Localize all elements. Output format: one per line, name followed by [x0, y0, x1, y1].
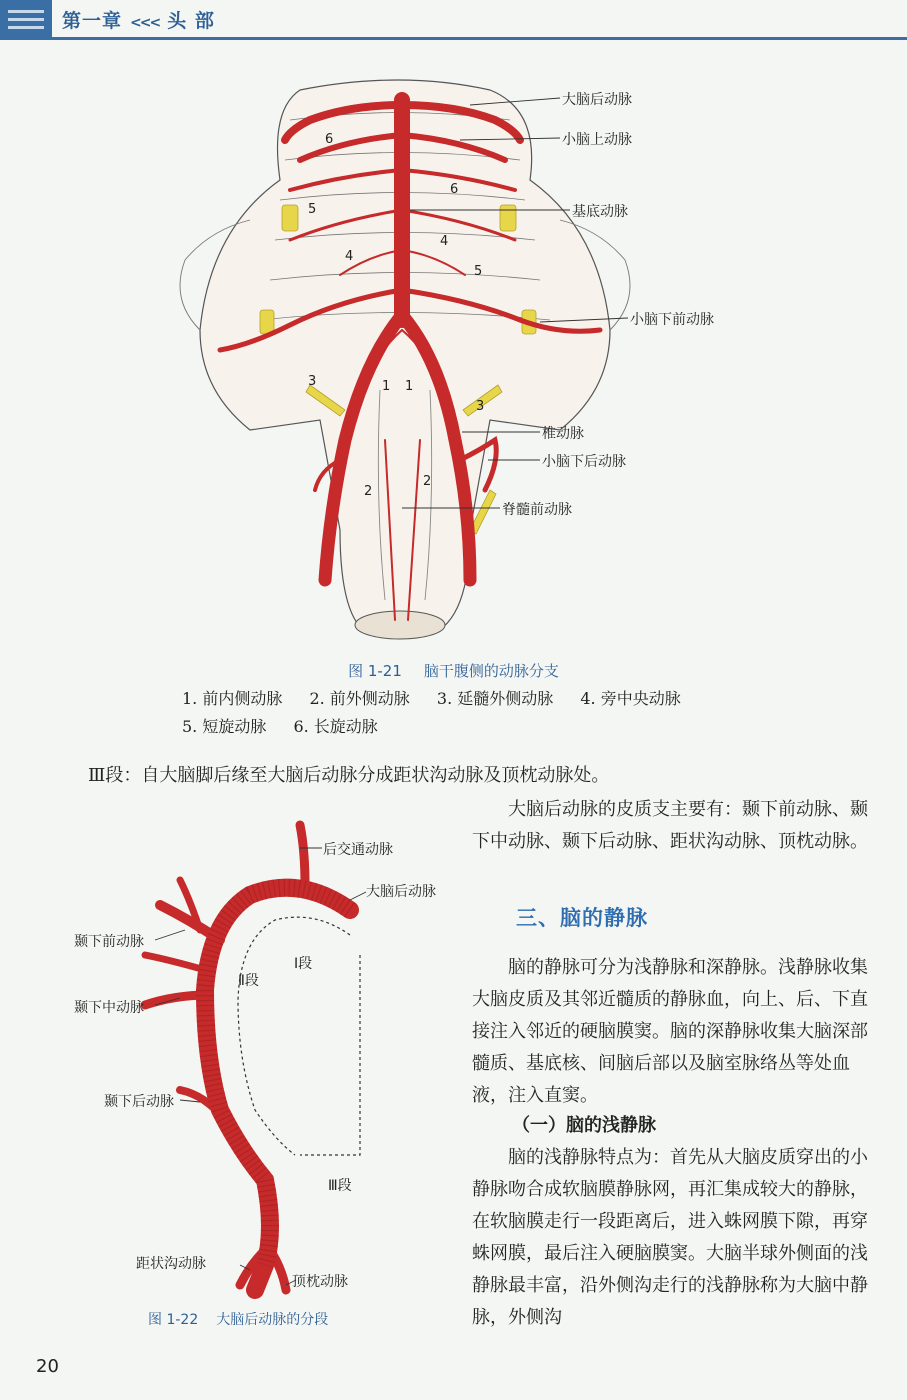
figure-pca-segments [60, 810, 470, 1315]
region-number: 4 [440, 234, 449, 249]
pca-arteries [145, 825, 350, 1290]
figure2-leader-lines [155, 848, 366, 1285]
label-vertebral: 椎动脉 [542, 426, 584, 442]
label-aica: 小脑下前动脉 [630, 312, 714, 328]
label-pcomm: 后交通动脉 [323, 842, 393, 858]
region-number: 2 [423, 474, 432, 489]
label-post-temporal: 颞下后动脉 [104, 1094, 174, 1110]
region-number: 1 [405, 379, 414, 394]
subsection-heading: （一）脑的浅静脉 [512, 1115, 656, 1136]
region-number: 6 [450, 182, 459, 197]
paragraph-cortical-branches: 大脑后动脉的皮质支主要有：颞下前动脉、颞下中动脉、颞下后动脉、距状沟动脉、顶枕动脉。 [472, 799, 868, 852]
label-parieto-occipital: 顶枕动脉 [292, 1274, 348, 1290]
header-rule [52, 37, 907, 40]
region-number: 3 [308, 374, 317, 389]
pca-trunk [205, 888, 350, 1290]
legend-item: 4. 旁中央动脉 [580, 689, 681, 708]
running-header [0, 0, 907, 40]
label-seg1: Ⅰ段 [294, 956, 313, 972]
legend-item: 6. 长旋动脉 [293, 717, 378, 736]
section-name: 头 部 [167, 10, 215, 32]
label-pica: 小脑下后动脉 [542, 454, 626, 470]
label-basilar: 基底动脉 [572, 204, 628, 220]
region-number: 4 [345, 249, 354, 264]
region-number: 5 [474, 264, 483, 279]
chevron-left-icon: <<< [130, 15, 160, 31]
label-seg2: Ⅱ段 [238, 973, 259, 989]
label-pca: 大脑后动脉 [562, 92, 632, 108]
region-number: 2 [364, 484, 373, 499]
label-pca: 大脑后动脉 [366, 884, 436, 900]
region-number: 5 [308, 202, 317, 217]
label-anterior-spinal: 脊髓前动脉 [502, 502, 572, 518]
label-seg3: Ⅲ段 [328, 1178, 352, 1194]
region-number: 6 [325, 132, 334, 147]
chapter-title [62, 6, 215, 33]
figure1-title: 脑干腹侧的动脉分支 [423, 662, 559, 680]
spinal-cord-section [355, 611, 445, 639]
label-calcarine: 距状沟动脉 [136, 1256, 206, 1272]
figure1-number: 图 1-21 [348, 662, 402, 680]
label-ant-temporal: 颞下前动脉 [74, 934, 144, 950]
header-block [0, 0, 52, 40]
paragraph-segment3: Ⅲ段：自大脑脚后缘至大脑后动脉分成距状沟动脉及顶枕动脉处。 [88, 765, 610, 786]
page-number: 20 [36, 1356, 59, 1377]
figure2-title: 大脑后动脉的分段 [216, 1312, 329, 1328]
figure1-caption [0, 660, 907, 681]
figure2-caption [148, 1309, 328, 1329]
chapter-number: 第一章 [62, 10, 123, 32]
legend-item: 3. 延髓外侧动脉 [436, 689, 554, 708]
segment-guides [238, 917, 360, 1155]
figure1-legend-row [182, 686, 703, 709]
figure1-legend-row [182, 714, 400, 737]
legend-item: 2. 前外侧动脉 [309, 689, 410, 708]
section-heading: 三、脑的静脉 [516, 906, 648, 930]
legend-item: 1. 前内侧动脉 [182, 689, 283, 708]
legend-item: 5. 短旋动脉 [182, 717, 267, 736]
region-number: 3 [476, 399, 485, 414]
label-mid-temporal: 颞下中动脉 [74, 1000, 144, 1016]
figure2-number: 图 1-22 [148, 1312, 199, 1328]
paragraph-superficial-veins: 脑的浅静脉特点为：首先从大脑皮质穿出的小静脉吻合成软脑膜静脉网，再汇集成较大的静脉，在软脑膜走行一段距离后，进入蛛网膜下隙，再穿蛛网膜，最后注入硬脑膜窦。大脑半球外侧面的浅静脉最丰富，沿外侧沟走行的浅静脉称为大脑中静脉，外侧沟 [472, 1147, 868, 1328]
region-number: 1 [382, 379, 391, 394]
figure-brainstem-arteries [140, 60, 780, 660]
label-sca: 小脑上动脉 [562, 132, 632, 148]
paragraph-veins: 脑的静脉可分为浅静脉和深静脉。浅静脉收集大脑皮质及其邻近髓质的静脉血，向上、后、下直接注入邻近的硬脑膜窦。脑的深静脉收集大脑深部髓质、基底核、间脑后部以及脑室脉络丛等处血液，注入直窦。 [472, 957, 868, 1106]
